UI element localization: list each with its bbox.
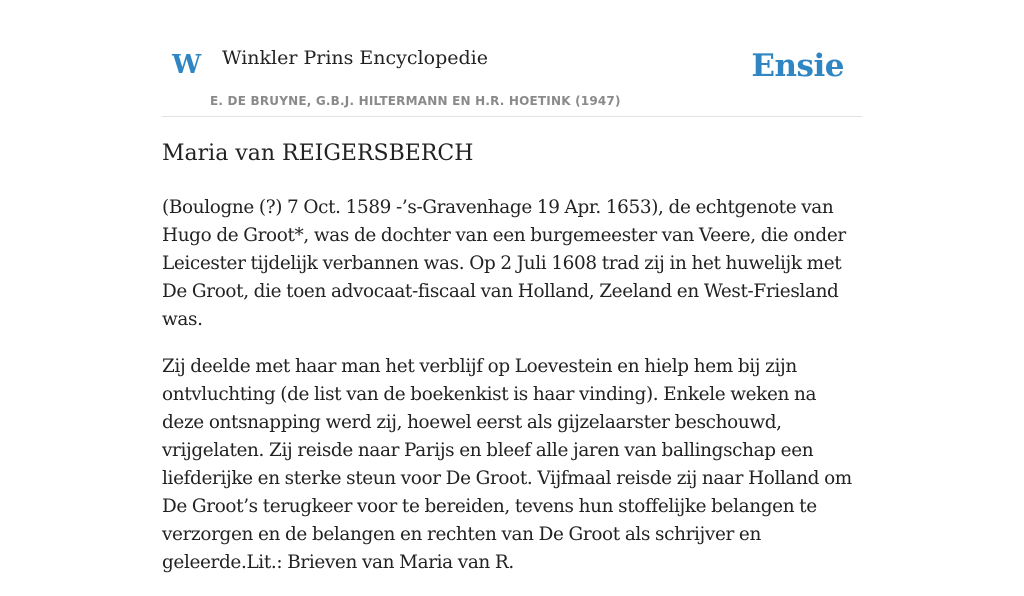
article-paragraph: (Boulogne (?) 7 Oct. 1589 -’s-Gravenhage 19 Apr. 1653), de echtgenote van Hugo de Groot*, was de dochter van een burgemeester van Veere, die onder Leicester tijdelijk verbannen was. Op 2 Juli 1608 trad zij in het huwelijk met De Groot, die toen advocaat-fiscaal van Holland, Zeeland en West-Friesland was. [162,197,846,330]
winkler-prins-logo[interactable]: W [172,50,202,80]
article-paragraph: Zij deelde met haar man het verblijf op Loevestein en hielp hem bij zijn ontvluchting (de list van de boekenkist is haar vinding). Enkele weken na deze ontsnapping werd zij, hoewel eerst als gijzelaarster beschouwd, vrijgelaten. Zij reisde naar Parijs en bleef alle jaren van ballingschap een liefderijke en sterke steun voor De Groot. Vijfmaal reisde zij naar Holland om De Groot’s terugkeer voor te bereiden, tevens hun stoffelijke belangen te verzorgen en de belangen en rechten van De Groot als schrijver en geleerde.Lit.: Brieven van Maria van R. [162,356,852,573]
book-title[interactable]: Winkler Prins Encyclopedie [222,47,488,69]
page-header [162,0,862,117]
article-title: Maria van REIGERSBERCH [162,141,474,166]
ensie-logo-link[interactable]: Ensie [751,48,844,84]
article [162,138,862,596]
book-authors: E. DE BRUYNE, G.B.J. HILTERMANN EN H.R. HOETINK (1947) [210,94,621,108]
